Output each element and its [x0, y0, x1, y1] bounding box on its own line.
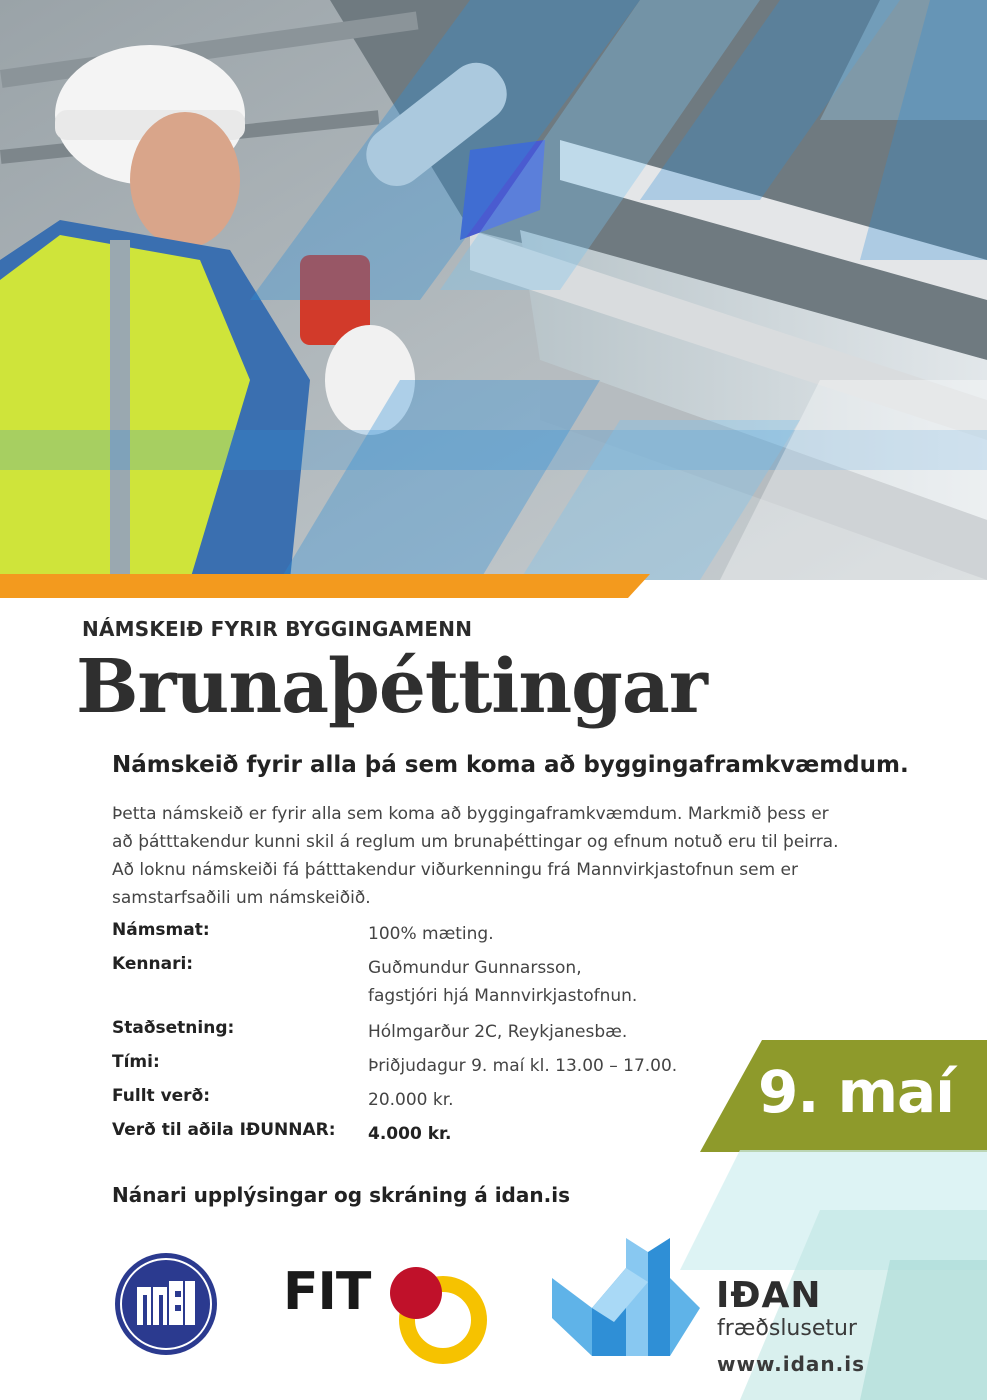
- info-label: Námsmat:: [112, 920, 210, 940]
- more-info-link[interactable]: Nánari upplýsingar og skráning á idan.is: [112, 1183, 570, 1207]
- info-value: [368, 954, 728, 1010]
- info-label: Staðsetning:: [112, 1018, 235, 1038]
- info-label: Tími:: [112, 1052, 160, 1072]
- idan-logo-name: IÐAN: [716, 1275, 822, 1316]
- idan-website-link[interactable]: www.idan.is: [717, 1352, 866, 1376]
- course-title: Brunaþéttingar: [76, 644, 707, 730]
- idan-logo-subtitle: fræðslusetur: [717, 1316, 857, 1341]
- info-value: 4.000 kr.: [368, 1124, 452, 1144]
- info-value-line: Guðmundur Gunnarsson,: [368, 958, 582, 978]
- info-value: Þriðjudagur 9. maí kl. 13.00 – 17.00.: [368, 1056, 678, 1076]
- course-subtitle: Námskeið fyrir alla þá sem koma að byggingaframkvæmdum.: [112, 752, 909, 778]
- date-badge-text: 9. maí: [758, 1058, 955, 1126]
- hero-photo-illustration: [0, 0, 987, 580]
- info-label: Kennari:: [112, 954, 194, 974]
- fit-logo-text: FIT: [283, 1262, 371, 1322]
- hero-photo: [0, 0, 987, 580]
- course-description: Þetta námskeið er fyrir alla sem koma að byggingaframkvæmdum. Markmið þess er að þátttakendur kunni skil á reglum um brunaþéttingar og efnum notuð eru til þeirra. Að loknu námskeiði fá þátttakendur viðurkenningu frá Mannvirkjastofnun sem er samstarfsaðili um námskeiðið.: [112, 804, 839, 908]
- info-label: Verð til aðila IÐUNNAR:: [112, 1120, 336, 1140]
- info-value-line: fagstjóri hjá Mannvirkjastofnun.: [368, 986, 638, 1006]
- fit-logo-icon: [388, 1265, 488, 1365]
- mb-logo-icon: [113, 1251, 219, 1357]
- info-label: Fullt verð:: [112, 1086, 211, 1106]
- info-value: 20.000 kr.: [368, 1090, 454, 1110]
- orange-accent-strip: [0, 574, 987, 598]
- info-value: 100% mæting.: [368, 924, 494, 944]
- info-value: Hólmgarður 2C, Reykjanesbæ.: [368, 1022, 628, 1042]
- course-kicker: NÁMSKEIÐ FYRIR BYGGINGAMENN: [82, 617, 473, 641]
- idan-logo-icon: [552, 1238, 700, 1356]
